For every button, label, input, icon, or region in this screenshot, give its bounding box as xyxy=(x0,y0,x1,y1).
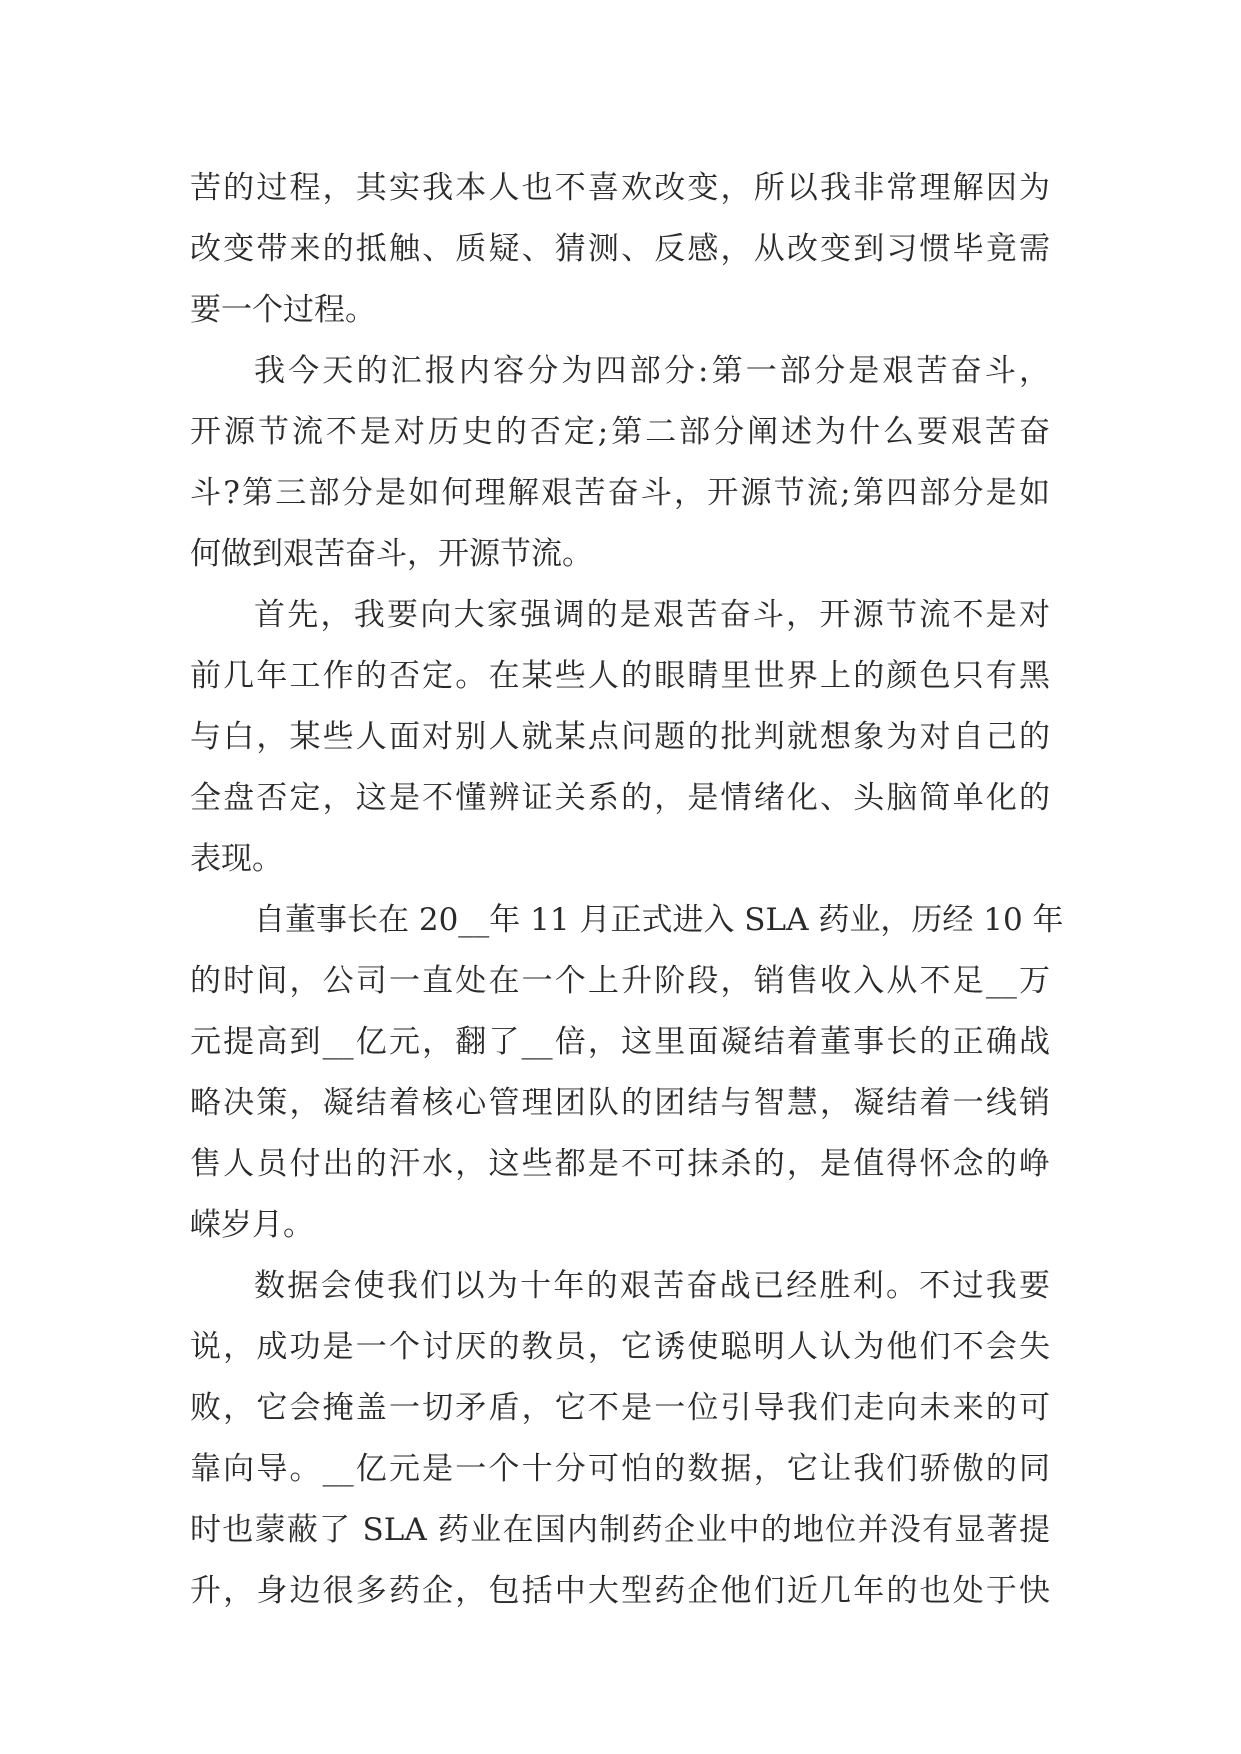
text-line: 靠向导。__亿元是一个十分可怕的数据，它让我们骄傲的同 xyxy=(190,1451,1050,1487)
paragraph xyxy=(190,341,1050,585)
text-line: 苦的过程，其实我本人也不喜欢改变，所以我非常理解因为 xyxy=(190,170,1050,206)
paragraph xyxy=(190,158,1050,341)
paragraph xyxy=(190,890,1064,1256)
text-line: 败，它会掩盖一切矛盾，它不是一位引导我们走向未来的可 xyxy=(190,1390,1050,1426)
text-line: 时也蒙蔽了 SLA 药业在国内制药企业中的地位并没有显著提 xyxy=(190,1512,1050,1548)
text-line: 与白，某些人面对别人就某点问题的批判就想象为对自己的 xyxy=(190,719,1050,755)
document-body xyxy=(190,158,1064,1622)
text-line: 何做到艰苦奋斗，开源节流。 xyxy=(190,536,593,572)
text-line: 前几年工作的否定。在某些人的眼睛里世界上的颜色只有黑 xyxy=(190,658,1050,694)
text-line: 全盘否定，这是不懂辨证关系的，是情绪化、头脑简单化的 xyxy=(190,780,1050,816)
text-line: 的时间，公司一直处在一个上升阶段，销售收入从不足__万 xyxy=(190,963,1050,999)
text-line: 元提高到__亿元，翻了__倍，这里面凝结着董事长的正确战 xyxy=(190,1024,1050,1060)
text-line: 自董事长在 20__年 11 月正式进入 SLA 药业，历经 10 年 xyxy=(254,902,1064,938)
text-line: 略决策，凝结着核心管理团队的团结与智慧，凝结着一线销 xyxy=(190,1085,1050,1121)
text-line: 售人员付出的汗水，这些都是不可抹杀的，是值得怀念的峥 xyxy=(190,1146,1050,1182)
text-line: 说，成功是一个讨厌的教员，它诱使聪明人认为他们不会失 xyxy=(190,1329,1050,1365)
text-line: 升，身边很多药企，包括中大型药企他们近几年的也处于快 xyxy=(190,1573,1050,1609)
text-line: 开源节流不是对历史的否定;第二部分阐述为什么要艰苦奋 xyxy=(190,414,1050,450)
text-line: 改变带来的抵触、质疑、猜测、反感，从改变到习惯毕竟需 xyxy=(190,231,1050,267)
paragraph xyxy=(190,585,1050,890)
text-line: 首先，我要向大家强调的是艰苦奋斗，开源节流不是对 xyxy=(254,597,1050,633)
text-line: 我今天的汇报内容分为四部分:第一部分是艰苦奋斗， xyxy=(254,353,1050,389)
text-line: 数据会使我们以为十年的艰苦奋战已经胜利。不过我要 xyxy=(254,1268,1050,1304)
text-line: 嵘岁月。 xyxy=(190,1207,314,1243)
paragraph xyxy=(190,1256,1050,1622)
text-line: 斗?第三部分是如何理解艰苦奋斗，开源节流;第四部分是如 xyxy=(190,475,1050,511)
text-line: 要一个过程。 xyxy=(190,292,376,328)
text-line: 表现。 xyxy=(190,841,283,877)
